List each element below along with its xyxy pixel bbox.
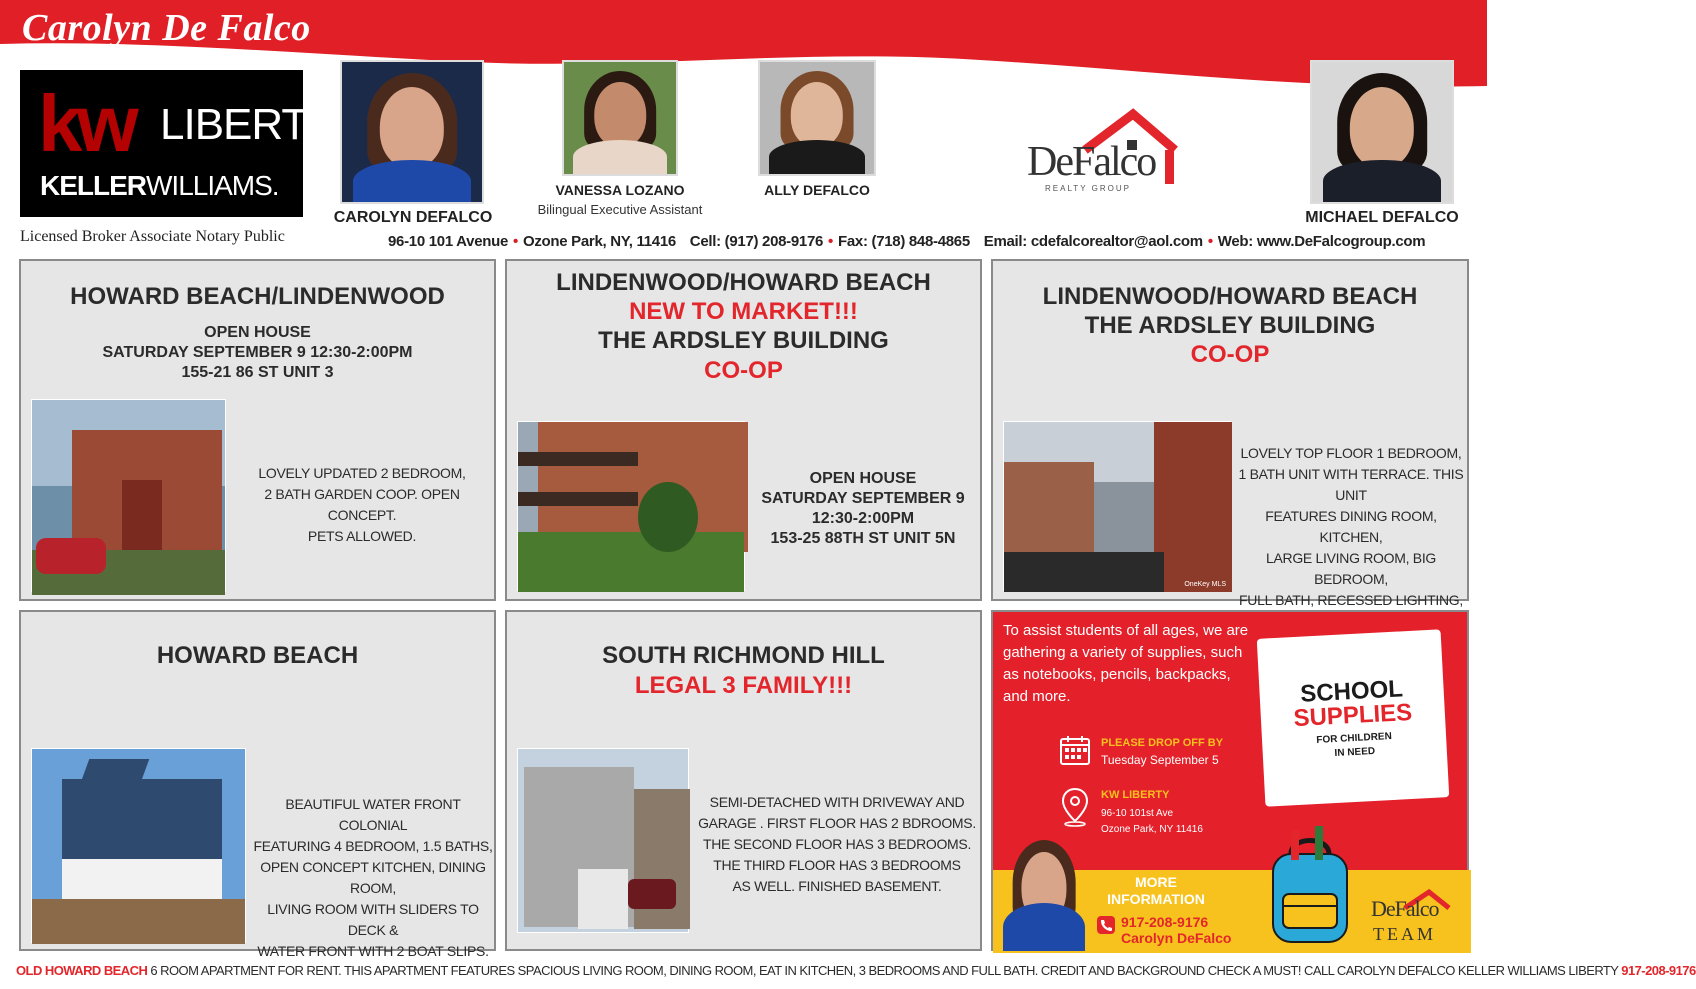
listing-title: HOWARD BEACH: [156, 642, 359, 669]
location-label: KW LIBERTY: [1101, 789, 1170, 801]
listing-title: SOUTH RICHMOND HILL: [602, 642, 885, 669]
listing-highlight: LEGAL 3 FAMILY!!!: [634, 672, 853, 699]
defalco-logo-sub: REALTY GROUP: [1045, 184, 1131, 193]
listing-description: LOVELY TOP FLOOR 1 BEDROOM, 1 BATH UNIT WITH TERRACE. THIS UNIT FEATURES DINING ROOM, KITCHEN, LARGE LIVING ROOM, BIG BEDROOM, FULL BATH, RECESSED LIGHTING,: [1238, 445, 1464, 608]
listing-ardsley-coop: [991, 259, 1469, 608]
header: [0, 0, 1487, 258]
listing-type: CO-OP: [704, 357, 783, 384]
brand-name: Carolyn De Falco: [22, 7, 311, 49]
listing-description: BEAUTIFUL WATER FRONT COLONIAL FEATURING 4 BEDROOM, 1.5 BATHS, OPEN CONCEPT KITCHEN, DINING ROOM, LIVING ROOM WITH SLIDERS TO DECK & WATER FRONT WITH 2 BOAT SLIPS.: [253, 796, 493, 959]
listing-subtitle: THE ARDSLEY BUILDING: [1084, 312, 1376, 339]
team-logo-sub: TEAM: [1373, 924, 1436, 944]
name-vanessa-lozano: VANESSA LOZANO: [555, 182, 685, 198]
listing-description: SEMI-DETACHED WITH DRIVEWAY AND GARAGE . FIRST FLOOR HAS 2 BDROOMS. THE SECOND FLOOR HAS 3 BEDROOMS. THE THIRD FLOOR HAS 3 BEDROOMS AS WELL. FINISHED BASEMENT.: [698, 794, 976, 894]
defalco-realty-logo: [1025, 110, 1180, 200]
contact-address: 96-10 101 Avenue: [388, 233, 508, 250]
photo-carolyn-school: [995, 830, 1093, 951]
name-carolyn-defalco: CAROLYN DEFALCO: [333, 209, 493, 226]
open-house-block: OPEN HOUSE SATURDAY SEPTEMBER 9 12:30-2:00PM 155-21 86 ST UNIT 3: [102, 324, 413, 381]
location-pin-icon: [1061, 787, 1089, 827]
name-michael-defalco: MICHAEL DEFALCO: [1305, 209, 1459, 226]
school-supplies-drive: [991, 610, 1469, 951]
listing-title: LINDENWOOD/HOWARD BEACH: [1042, 283, 1418, 310]
mls-watermark: OneKey MLS: [1184, 581, 1226, 588]
footer-text: 6 ROOM APARTMENT FOR RENT. THIS APARTMENT FEATURES SPACIOUS LIVING ROOM, DINING ROOM, EAT IN KITCHEN, 3 BEDROOMS AND FULL BATH. CREDIT AND BACKGROUND CHECK A MUST! CALL CAROLYN DEFALCO KELLER WILLIAMS LIBERTY: [147, 963, 1622, 978]
contact-bar: 96-10 101 Avenue • Ozone Park, NY, 11416 Cell: (917) 208-9176 • Fax: (718) 848-4865 Email: cdefalcorealtor@aol.com • Web: www.DeFalcogroup.com: [388, 233, 1426, 250]
backpack-icon: [1255, 824, 1365, 944]
contact-fax: Fax: (718) 848-4865: [838, 233, 970, 250]
contact-email[interactable]: Email: cdefalcorealtor@aol.com: [983, 233, 1203, 250]
contact-web[interactable]: Web: www.DeFalcogroup.com: [1217, 233, 1426, 250]
footer-rental-ad: [16, 963, 1696, 978]
photo-vanessa-lozano: [562, 60, 678, 176]
kw-liberty-text: LIBERTY: [160, 100, 336, 149]
listing-south-richmond-hill: [505, 610, 982, 951]
listing-highlight: NEW TO MARKET!!!: [629, 298, 858, 325]
defalco-logo-text: DeFalco: [1027, 139, 1156, 185]
open-house-block: OPEN HOUSE SATURDAY SEPTEMBER 9 12:30-2:00PM 153-25 88TH ST UNIT 5N: [761, 470, 965, 547]
more-info-heading: MORE INFORMATION: [1107, 874, 1205, 907]
listing-description: LOVELY UPDATED 2 BEDROOM, 2 BATH GARDEN COOP. OPEN CONCEPT. PETS ALLOWED.: [258, 465, 466, 544]
keller-williams-text: KELLERWILLIAMS.: [40, 170, 279, 201]
contact-cell[interactable]: Cell: (917) 208-9176: [689, 233, 824, 250]
listing-photo: [517, 421, 745, 591]
contact-phone[interactable]: 917-208-9176: [1121, 914, 1209, 930]
drop-off-label: PLEASE DROP OFF BY: [1101, 737, 1224, 749]
contact-city: Ozone Park, NY, 11416: [522, 233, 676, 250]
listing-howard-beach-lindenwood: [19, 259, 496, 601]
role-vanessa-lozano: Bilingual Executive Assistant: [537, 202, 703, 217]
photo-ally-defalco: [758, 60, 876, 176]
listing-subtitle: THE ARDSLEY BUILDING: [598, 327, 889, 354]
school-supplies-poster: SCHOOL SUPPLIES FOR CHILDREN IN NEED: [1257, 629, 1450, 806]
calendar-icon: [1059, 734, 1091, 766]
listing-photo: [1003, 421, 1231, 591]
listing-photo: [31, 399, 226, 592]
listing-title: LINDENWOOD/HOWARD BEACH: [556, 269, 931, 296]
photo-michael-defalco: [1310, 60, 1454, 204]
footer-lead: OLD HOWARD BEACH: [16, 963, 148, 978]
listing-title: HOWARD BEACH/LINDENWOOD: [70, 283, 445, 310]
kw-mark: kw: [38, 79, 133, 168]
photo-carolyn-defalco: [340, 60, 484, 204]
broker-line: Licensed Broker Associate Notary Public: [20, 228, 285, 245]
drop-off-date: Tuesday September 5: [1101, 753, 1219, 767]
kw-liberty-logo: [20, 70, 336, 217]
listing-photo: [517, 748, 689, 933]
defalco-team-logo: [1371, 888, 1451, 948]
name-ally-defalco: ALLY DEFALCO: [764, 182, 870, 198]
listing-type: CO-OP: [1190, 341, 1270, 368]
listing-howard-beach: [19, 610, 496, 959]
listing-photo: [31, 748, 246, 943]
location-address: 96-10 101st Ave Ozone Park, NY 11416: [1101, 808, 1203, 835]
team-logo-text: DeFalco: [1371, 896, 1439, 921]
listing-ardsley-new: [505, 259, 982, 601]
contact-phone-block: [1121, 914, 1231, 946]
phone-icon: [1097, 916, 1115, 934]
footer-phone[interactable]: 917-208-9176: [1621, 963, 1696, 978]
contact-name: Carolyn DeFalco: [1121, 930, 1232, 946]
school-intro: To assist students of all ages, we are gathering a variety of supplies, such as notebooks, pencils, backpacks, and more.: [1003, 622, 1249, 705]
